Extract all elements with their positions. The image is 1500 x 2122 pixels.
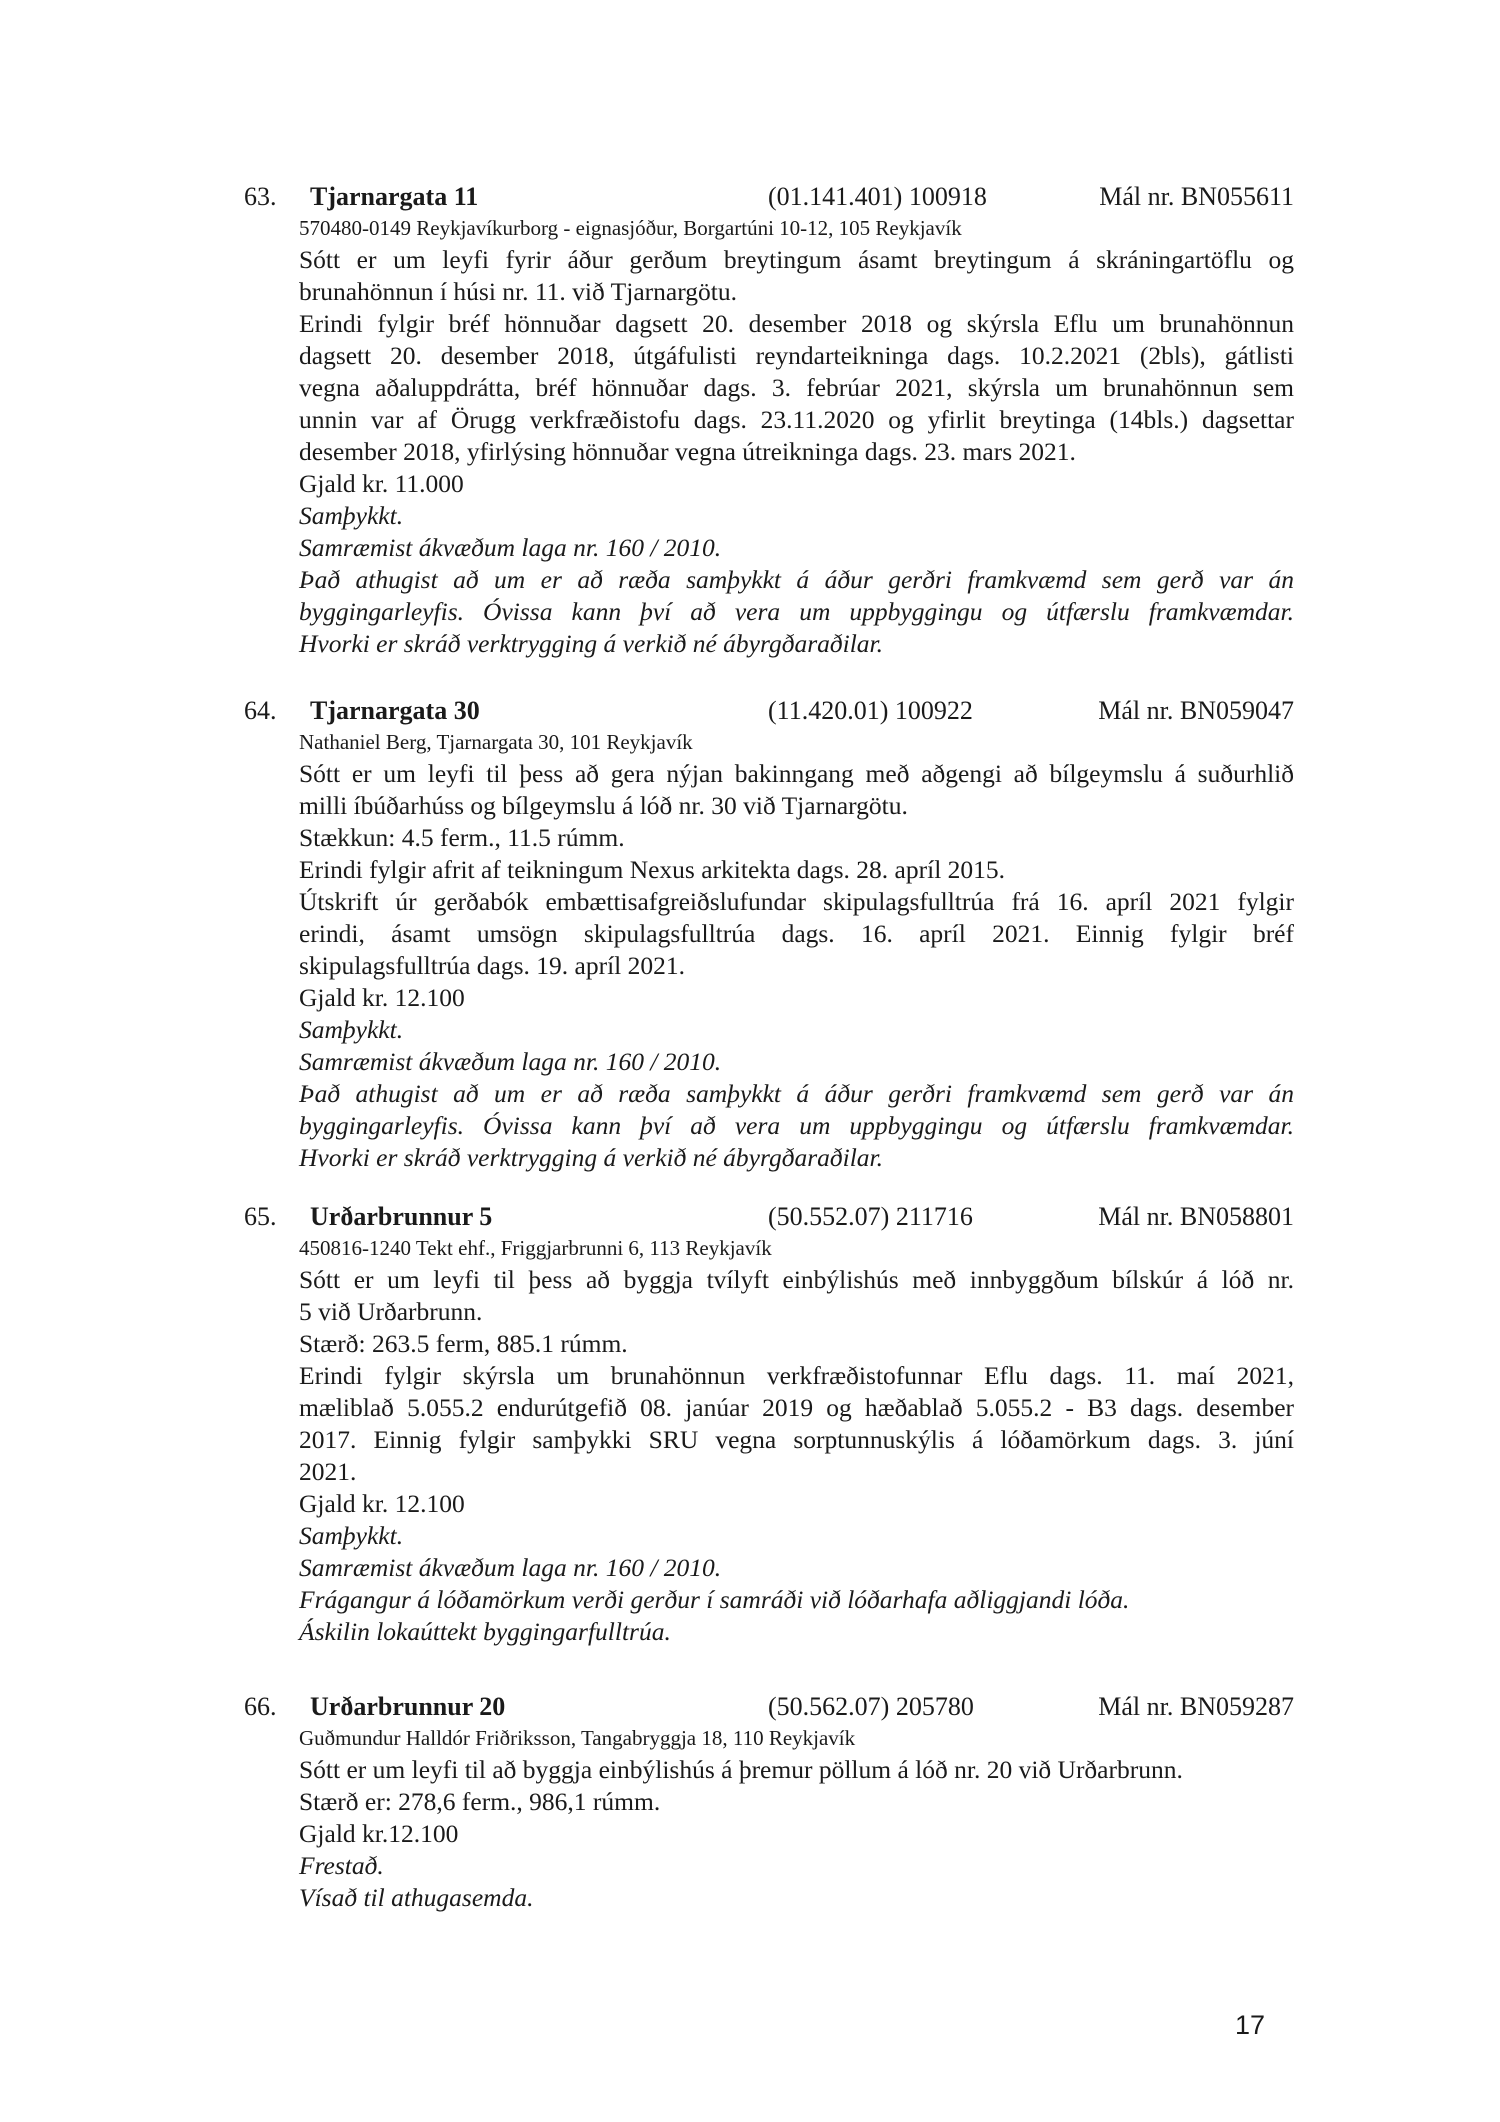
entry-header [244,180,1294,214]
fee: Gjald kr. 12.100 [299,983,465,1012]
text-line: 5 við Urðarbrunn. [299,1297,483,1326]
remark-line: Það athugist að um er að ræða samþykkt á áður gerðri framkvæmd sem gerð var án [299,565,1294,594]
page-number: 17 [1235,2010,1266,2040]
legal-note: Samræmist ákvæðum laga nr. 160 / 2010. [299,1553,722,1582]
case-number: Mál nr. BN059287 [1098,1692,1294,1721]
property-address: Urðarbrunnur 20 [310,1692,506,1721]
applicant: 450816-1240 Tekt ehf., Friggjarbrunni 6, 113 Reykjavík [299,1236,772,1260]
text-line: brunahönnun í húsi nr. 11. við Tjarnargötu. [299,277,737,306]
entry-body [299,214,1294,660]
text-line: Sótt er um leyfi fyrir áður gerðum breytingum ásamt breytingum á skráningartöflu og [299,245,1294,274]
lot-number: (50.562.07) 205780 [768,1692,974,1721]
decision: Frestað. [299,1851,384,1880]
remark-line: Það athugist að um er að ræða samþykkt á áður gerðri framkvæmd sem gerð var án [299,1079,1294,1108]
applicant: Nathaniel Berg, Tjarnargata 30, 101 Reykjavík [299,730,693,754]
text-line: milli íbúðarhúss og bílgeymslu á lóð nr. 30 við Tjarnargötu. [299,791,908,820]
remark-line: Hvorki er skráð verktrygging á verkið né ábyrgðaraðilar. [299,1143,884,1172]
text-line: Útskrift úr gerðabók embættisafgreiðslufundar skipulagsfulltrúa frá 16. apríl 2021 fylgir [299,887,1294,916]
applicant: 570480-0149 Reykjavíkurborg - eignasjóður, Borgartúni 10-12, 105 Reykjavík [299,216,962,240]
entry-header [244,1690,1294,1724]
decision: Samþykkt. [299,1015,404,1044]
entry-header [244,1200,1294,1234]
property-address: Tjarnargata 30 [310,696,480,725]
remark-line: Hvorki er skráð verktrygging á verkið né ábyrgðaraðilar. [299,629,884,658]
text-line: 2017. Einnig fylgir samþykki SRU vegna sorptunnuskýlis á lóðamörkum dags. 3. júní [299,1425,1294,1454]
text-line: Erindi fylgir skýrsla um brunahönnun verkfræðistofunnar Eflu dags. 11. maí 2021, [299,1361,1294,1390]
lot-number: (11.420.01) 100922 [768,696,973,725]
text-line: desember 2018, yfirlýsing hönnuðar vegna útreikninga dags. 23. mars 2021. [299,437,1076,466]
entry-body [299,1724,1294,1914]
applicant: Guðmundur Halldór Friðriksson, Tangabryggja 18, 110 Reykjavík [299,1726,856,1750]
fee: Gjald kr. 12.100 [299,1489,465,1518]
text-line: unnin var af Örugg verkfræðistofu dags. 23.11.2020 og yfirlit breytinga (14bls.) dagsettar [299,405,1294,434]
decision: Samþykkt. [299,1521,404,1550]
decision: Samþykkt. [299,501,404,530]
case-entry-65 [244,1200,1294,1648]
fee: Gjald kr. 11.000 [299,469,464,498]
entry-number: 65. [244,1202,277,1231]
text-line: skipulagsfulltrúa dags. 19. apríl 2021. [299,951,685,980]
text-line: Sótt er um leyfi til þess að byggja tvílyft einbýlishús með innbyggðum bílskúr á lóð nr. [299,1265,1294,1294]
remark-line: byggingarleyfis. Óvissa kann því að vera um uppbyggingu og útfærslu framkvæmdar. [299,597,1294,626]
case-entry-64 [244,694,1294,1174]
text-line: 2021. [299,1457,357,1486]
entry-body [299,728,1294,1174]
property-address: Urðarbrunnur 5 [310,1202,493,1231]
fee: Gjald kr.12.100 [299,1819,459,1848]
case-number: Mál nr. BN055611 [1099,182,1294,211]
text-line: Erindi fylgir bréf hönnuðar dagsett 20. desember 2018 og skýrsla Eflu um brunahönnun [299,309,1294,338]
case-entry-66 [244,1690,1294,1914]
entry-number: 63. [244,182,277,211]
legal-note: Samræmist ákvæðum laga nr. 160 / 2010. [299,533,722,562]
text-line: Stærð: 263.5 ferm, 885.1 rúmm. [299,1329,628,1358]
case-entry-63 [244,180,1294,660]
text-line: dagsett 20. desember 2018, útgáfulisti reyndarteikninga dags. 10.2.2021 (2bls), gátlisti [299,341,1294,370]
text-line: mæliblað 5.055.2 endurútgefið 08. janúar 2019 og hæðablað 5.055.2 - B3 dags. desember [299,1393,1294,1422]
entry-number: 66. [244,1692,277,1721]
legal-note: Samræmist ákvæðum laga nr. 160 / 2010. [299,1047,722,1076]
text-line: Sótt er um leyfi til að byggja einbýlishús á þremur pöllum á lóð nr. 20 við Urðarbrunn. [299,1755,1183,1784]
entry-body [299,1234,1294,1648]
case-number: Mál nr. BN059047 [1098,696,1294,725]
remark-line: Áskilin lokaúttekt byggingarfulltrúa. [299,1617,671,1646]
lot-number: (50.552.07) 211716 [768,1202,973,1231]
text-line: Sótt er um leyfi til þess að gera nýjan bakinngang með aðgengi að bílgeymslu á suðurhlið [299,759,1294,788]
property-address: Tjarnargata 11 [310,182,479,211]
entry-number: 64. [244,696,277,725]
remark-line: Frágangur á lóðamörkum verði gerður í samráði við lóðarhafa aðliggjandi lóða. [299,1585,1130,1614]
text-line: Stærð er: 278,6 ferm., 986,1 rúmm. [299,1787,661,1816]
lot-number: (01.141.401) 100918 [768,182,987,211]
entry-header [244,694,1294,728]
text-line: Erindi fylgir afrit af teikningum Nexus arkitekta dags. 28. apríl 2015. [299,855,1006,884]
text-line: erindi, ásamt umsögn skipulagsfulltrúa dags. 16. apríl 2021. Einnig fylgir bréf [299,919,1294,948]
remark-line: Vísað til athugasemda. [299,1883,534,1912]
text-line: vegna aðaluppdrátta, bréf hönnuðar dags. 3. febrúar 2021, skýrsla um brunahönnun sem [299,373,1294,402]
remark-line: byggingarleyfis. Óvissa kann því að vera um uppbyggingu og útfærslu framkvæmdar. [299,1111,1294,1140]
text-line: Stækkun: 4.5 ferm., 11.5 rúmm. [299,823,625,852]
case-number: Mál nr. BN058801 [1098,1202,1294,1231]
